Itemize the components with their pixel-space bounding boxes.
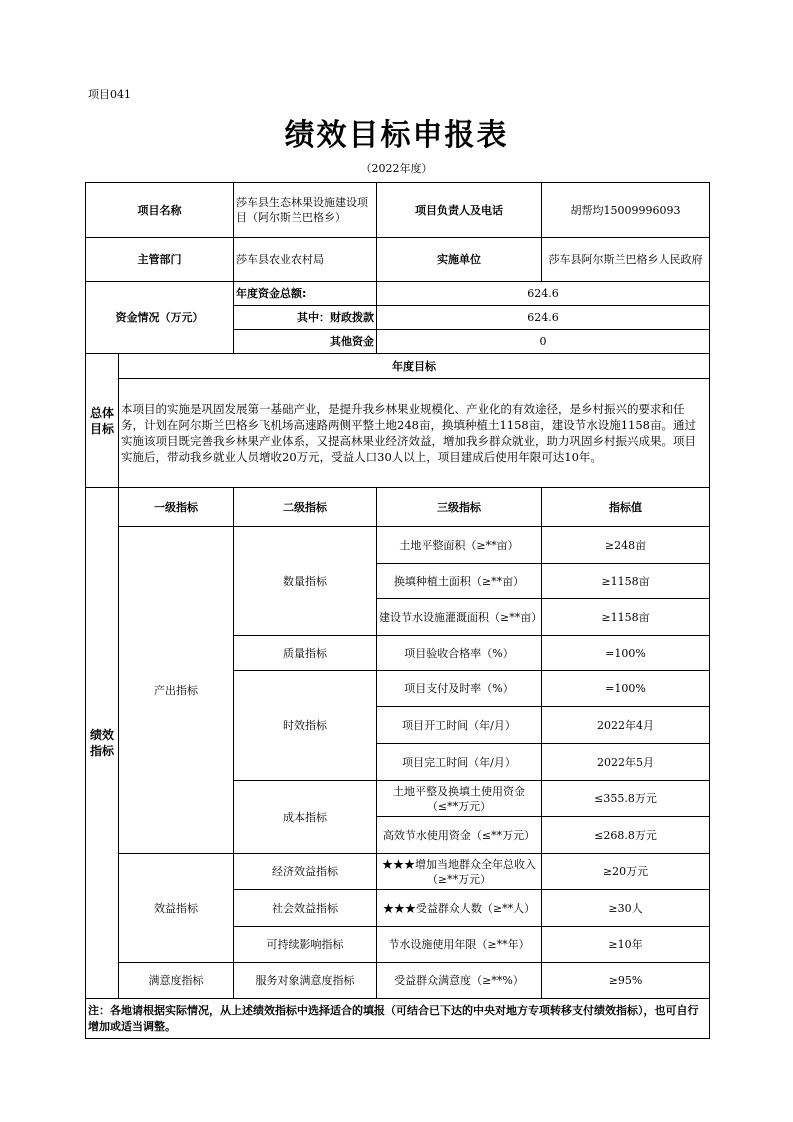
- page-title: 绩效目标申报表: [284, 118, 509, 153]
- table-row: [86, 854, 710, 890]
- indicator-value: ≤355.8万元: [542, 781, 710, 817]
- indicator-value: ≥248亩: [542, 527, 710, 564]
- table-row: [86, 282, 710, 306]
- header-l3: 三级指标: [377, 488, 542, 527]
- l2-social: 社会效益指标: [234, 890, 377, 927]
- funds-other-value: 0: [377, 330, 710, 354]
- manager-label: 项目负责人及电话: [377, 183, 542, 238]
- funds-label: 资金情况（万元）: [86, 282, 234, 354]
- table-header-row: [86, 488, 710, 527]
- indicator-name: 高效节水使用资金（≤**万元）: [377, 817, 542, 854]
- indicator-name: ★★★增加当地群众全年总收入（≥**万元）: [377, 854, 542, 890]
- indicator-name: 节水设施使用年限（≥**年）: [377, 927, 542, 963]
- indicator-name: 建设节水设施灌溉面积（≥**亩）: [377, 599, 542, 636]
- indicator-value: ≤268.8万元: [542, 817, 710, 854]
- dept-label: 主管部门: [86, 238, 234, 282]
- indicator-name: 土地平整面积（≥**亩）: [377, 527, 542, 564]
- indicator-value: =100%: [542, 636, 710, 671]
- indicator-value: 2022年4月: [542, 707, 710, 744]
- indicator-value: ≥95%: [542, 963, 710, 999]
- indicator-name: 项目开工时间（年/月）: [377, 707, 542, 744]
- footnote: 注：各地请根据实际情况，从上述绩效指标中选择适合的填报（可结合已下达的中央对地方专项转移支付绩效指标），也可自行增加或适当调整。: [86, 999, 710, 1039]
- l2-timeliness: 时效指标: [234, 671, 377, 781]
- indicator-name: ★★★受益群众人数（≥**人）: [377, 890, 542, 927]
- table-row: [86, 527, 710, 564]
- funds-other-label: 其他资金: [234, 330, 377, 354]
- indicator-value: ≥1158亩: [542, 599, 710, 636]
- table-row: [86, 379, 710, 488]
- indicator-name: 项目支付及时率（%）: [377, 671, 542, 707]
- header-l2: 二级指标: [234, 488, 377, 527]
- project-name-value: 莎车县生态林果设施建设项目（阿尔斯兰巴格乡）: [234, 183, 377, 238]
- manager-value: 胡帮均15009996093: [542, 183, 710, 238]
- dept-value: 莎车县农业农村局: [234, 238, 377, 282]
- project-name-label: 项目名称: [86, 183, 234, 238]
- funds-total-label: 年度资金总额:: [234, 282, 377, 306]
- indicator-value: ≥1158亩: [542, 564, 710, 599]
- year-label: （2022年度）: [360, 162, 433, 175]
- funds-fiscal-label: 其中：财政拨款: [234, 306, 377, 330]
- goal-side-label: 总体目标: [86, 354, 119, 488]
- project-code: 项目041: [88, 88, 131, 101]
- indicator-value: ≥10年: [542, 927, 710, 963]
- header-value: 指标值: [542, 488, 710, 527]
- table-row: [86, 963, 710, 999]
- l2-service-satisfaction: 服务对象满意度指标: [234, 963, 377, 999]
- perf-side-label: 绩效指标: [86, 488, 119, 999]
- l2-quantity: 数量指标: [234, 527, 377, 636]
- indicator-value: =100%: [542, 671, 710, 707]
- indicator-name: 项目完工时间（年/月）: [377, 744, 542, 781]
- goal-header: 年度目标: [119, 354, 710, 379]
- l1-satisfaction: 满意度指标: [119, 963, 234, 999]
- unit-label: 实施单位: [377, 238, 542, 282]
- indicator-value: ≥30人: [542, 890, 710, 927]
- l2-cost: 成本指标: [234, 781, 377, 854]
- table-row: [86, 238, 710, 282]
- indicator-name: 项目验收合格率（%）: [377, 636, 542, 671]
- table-row: [86, 183, 710, 238]
- note-row: [86, 999, 710, 1039]
- indicator-name: 换填种植土面积（≥**亩）: [377, 564, 542, 599]
- funds-total-value: 624.6: [377, 282, 710, 306]
- l1-benefit: 效益指标: [119, 854, 234, 963]
- unit-value: 莎车县阿尔斯兰巴格乡人民政府: [542, 238, 710, 282]
- l2-sustainable: 可持续影响指标: [234, 927, 377, 963]
- funds-fiscal-value: 624.6: [377, 306, 710, 330]
- table-row: [86, 354, 710, 379]
- l2-quality: 质量指标: [234, 636, 377, 671]
- indicator-value: 2022年5月: [542, 744, 710, 781]
- indicator-name: 受益群众满意度（≥**%）: [377, 963, 542, 999]
- header-l1: 一级指标: [119, 488, 234, 527]
- l2-economic: 经济效益指标: [234, 854, 377, 890]
- indicator-value: ≥20万元: [542, 854, 710, 890]
- indicator-name: 土地平整及换填土使用资金（≤**万元）: [377, 781, 542, 817]
- performance-table: [85, 182, 710, 1039]
- goal-text: 本项目的实施是巩固发展第一基础产业，是提升我乡林果业规模化、产业化的有效途径，是乡村振兴的要求和任务，计划在阿尔斯兰巴格乡飞机场高速路两侧平整土地248亩，换填种植土1158亩，建设节水设施1158亩。通过实施该项目既完善我乡林果产业体系，又提高林果业经济效益，增加我乡群众就业，助力巩固乡村振兴成果。项目实施后，带动我乡就业人员增收20万元，受益人口30人以上，项目建成后使用年限可达10年。: [119, 379, 710, 488]
- l1-output: 产出指标: [119, 527, 234, 854]
